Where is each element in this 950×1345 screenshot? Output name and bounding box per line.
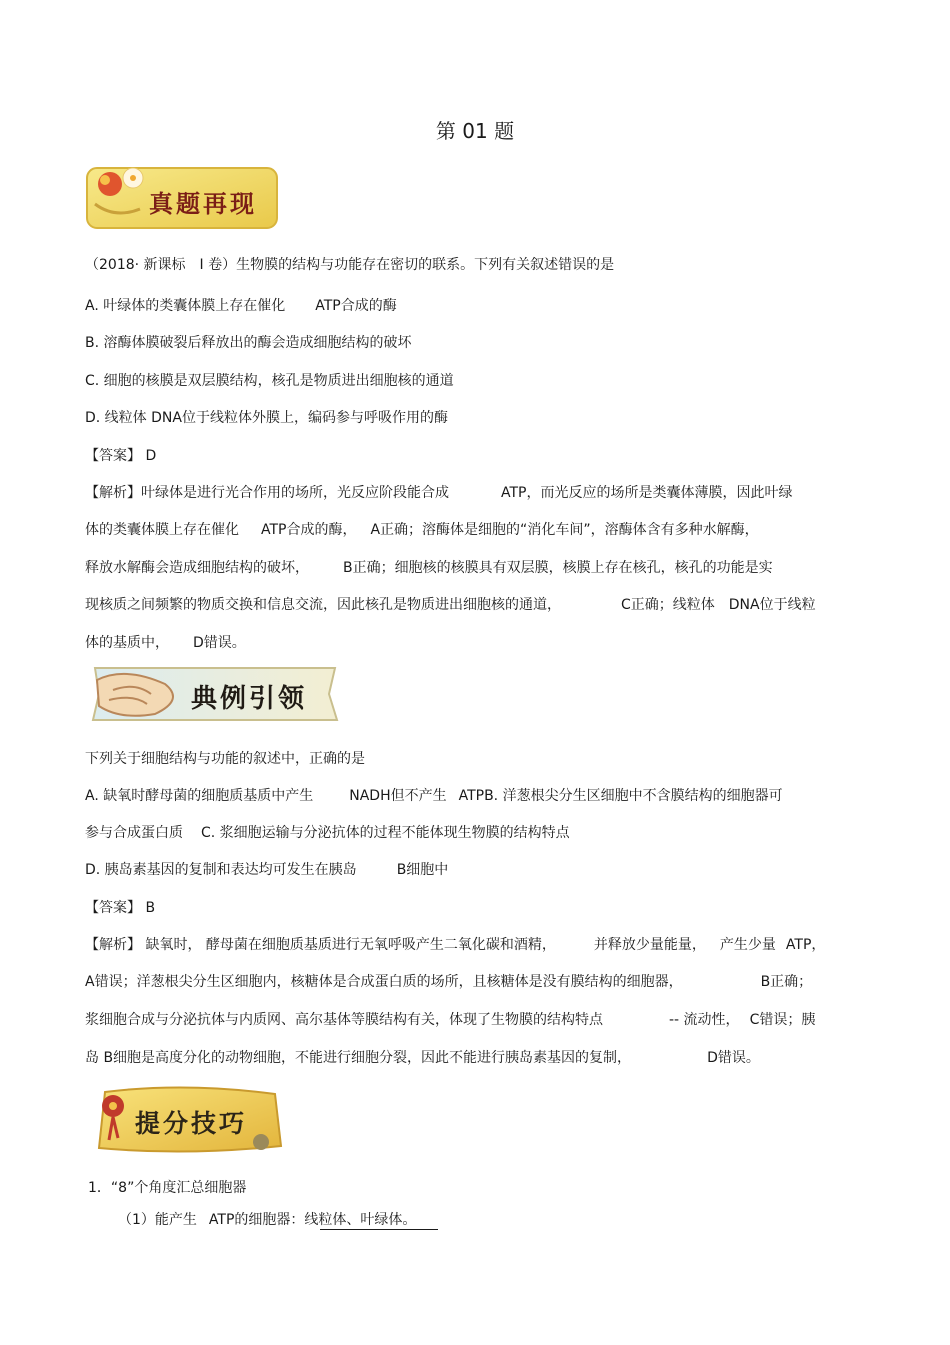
explanation-line: 体的基质中， D错误。	[85, 635, 246, 651]
explanation-line: 【解析】 缺氧时， 酵母菌在细胞质基质进行无氧呼吸产生二氧化碳和酒精， 并释放少量能量， 产生少量 ATP，	[85, 937, 826, 953]
tip-item: 1．“8”个角度汇总细胞器	[88, 1180, 247, 1196]
answer-label: 【答案】 B	[85, 900, 156, 916]
question-stem: 下列关于细胞结构与功能的叙述中，正确的是	[85, 751, 365, 767]
explanation-line: 岛 B细胞是高度分化的动物细胞，不能进行细胞分裂，因此不能进行胰岛素基因的复制， D错误。	[85, 1050, 760, 1066]
explanation-line: 浆细胞合成与分泌抗体与内质网、高尔基体等膜结构有关，体现了生物膜的结构特点 -- 流动性， C错误；胰	[85, 1012, 816, 1028]
explanation-line: 释放水解酶会造成细胞结构的破坏， B正确；细胞核的核膜具有双层膜，核膜上存在核孔，核孔的功能是实	[85, 560, 773, 576]
option-a: A. 缺氧时酵母菌的细胞质基质中产生 NADH但不产生 ATPB. 洋葱根尖分生区细胞中不含膜结构的细胞器可	[85, 788, 783, 804]
section-title: 真题再现	[149, 189, 257, 218]
option-b: B. 溶酶体膜破裂后释放出的酶会造成细胞结构的破坏	[85, 335, 412, 351]
explanation-line: 现核质之间频繁的物质交换和信息交流，因此核孔是物质进出细胞核的通道， C正确；线粒体 DNA位于线粒	[85, 597, 816, 613]
section-title: 提分技巧	[135, 1109, 248, 1138]
explanation-line: 体的类囊体膜上存在催化 ATP合成的酶， A正确；溶酶体是细胞的“消化车间”，溶酶体含有多种水解酶，	[85, 522, 759, 538]
section-badge-tifen	[85, 1082, 285, 1158]
explanation-line: A错误；洋葱根尖分生区细胞内，核糖体是合成蛋白质的场所，且核糖体是没有膜结构的细胞器， B正确；	[85, 974, 813, 990]
underline-divider	[320, 1229, 438, 1230]
page-title: 第 01 题	[435, 119, 515, 143]
explanation-line: 【解析】叶绿体是进行光合作用的场所，光反应阶段能合成 ATP，而光反应的场所是类囊体薄膜，因此叶绿	[85, 485, 793, 501]
option-d: D. 线粒体 DNA位于线粒体外膜上，编码参与呼吸作用的酶	[85, 410, 448, 426]
option-d: D. 胰岛素基因的复制和表达均可发生在胰岛 B细胞中	[85, 862, 449, 878]
option-c: C. 细胞的核膜是双层膜结构，核孔是物质进出细胞核的通道	[85, 373, 454, 389]
tip-subitem: （1）能产生 ATP的细胞器：线粒体、叶绿体。	[118, 1212, 417, 1228]
option-b-cont: 参与合成蛋白质 C. 浆细胞运输与分泌抗体的过程不能体现生物膜的结构特点	[85, 825, 570, 841]
option-a: A. 叶绿体的类囊体膜上存在催化 ATP合成的酶	[85, 298, 397, 314]
section-title: 典例引领	[191, 684, 308, 714]
section-badge-dianli	[85, 660, 343, 728]
answer-label: 【答案】 D	[85, 448, 157, 464]
question-source: （2018· 新课标 Ⅰ 卷）生物膜的结构与功能存在密切的联系。下列有关叙述错误的是	[85, 257, 615, 273]
section-badge-zhenti	[85, 164, 280, 232]
